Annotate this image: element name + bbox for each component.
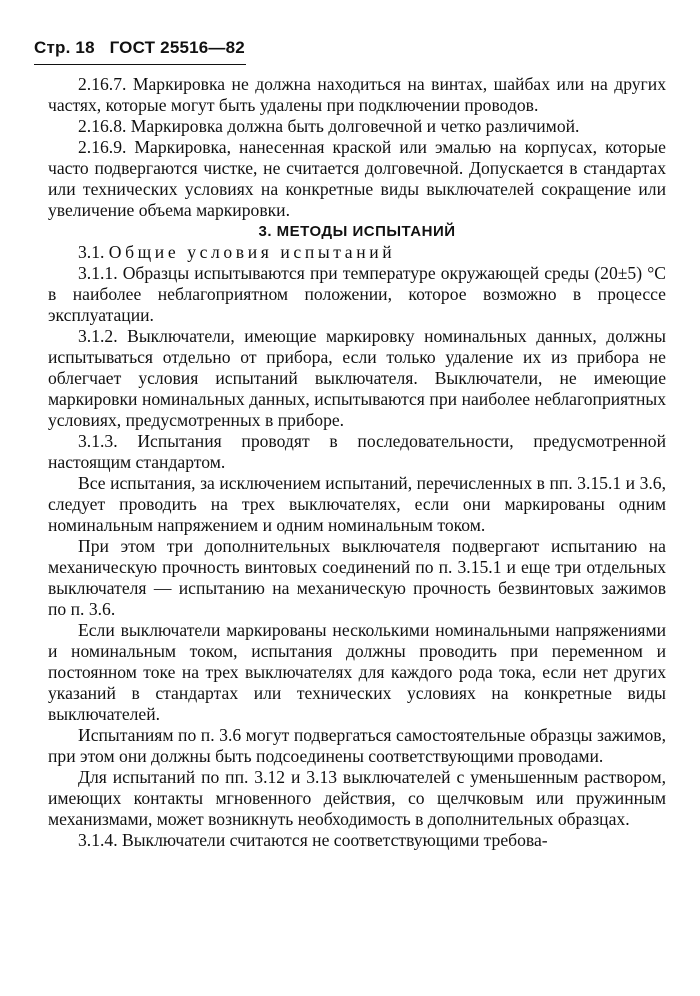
document-body: [48, 74, 666, 851]
paragraph-2-16-8: 2.16.8. Маркировка должна быть долговечной и четко различимой.: [78, 116, 580, 136]
paragraph-additional-samples: Для испытаний по пп. 3.12 и 3.13 выключателей с уменьшенным раствором, имеющих контакты мгновенного действия, со щелчковым или пружинным механизмами, может возникнуть необходимость в дополнительных образцах.: [48, 767, 666, 829]
header-rule: [34, 64, 246, 65]
paragraph-additional-switches: При этом три дополнительных выключателя подвергают испытанию на механическую прочность винтовых соединений по п. 3.15.1 и еще три отдельных выключателя — испытанию на механическую прочность безвинтовых зажимов по п. 3.6.: [48, 536, 666, 619]
paragraph-2-16-9: 2.16.9. Маркировка, нанесенная краской или эмалью на корпусах, которые часто подвергаются чистке, не считается долговечной. Допускается в стандартах или технических условиях на конкретные виды выключателей сокращение или увеличение объема маркировки.: [48, 137, 666, 220]
paragraph-multiple-voltages: Если выключатели маркированы несколькими номинальными напряжениями и номинальным током, испытания должны проводить при переменном и постоянном токе на трех выключателях для каждого рода тока, если нет других указаний в стандартах или технических условиях на конкретные виды выключателей.: [48, 620, 666, 724]
paragraph-3-1-2: 3.1.2. Выключатели, имеющие маркировку номинальных данных, должны испытываться отдельно от прибора, если только удаление их из прибора не облегчает условия испытаний выключателя. Выключатели, не имеющие маркировки номинальных данных, испытываются при наиболее неблагоприятных условиях, предусмотренных в приборе.: [48, 326, 666, 430]
paragraph-3-1-3: 3.1.3. Испытания проводят в последовательности, предусмотренной настоящим стандартом.: [48, 431, 666, 472]
subsection-number: 3.1.: [78, 242, 105, 262]
paragraph-3-1-4: 3.1.4. Выключатели считаются не соответствующими требова-: [78, 830, 548, 850]
standard-code: ГОСТ 25516—82: [109, 38, 245, 57]
paragraph-3-1-1: 3.1.1. Образцы испытываются при температуре окружающей среды (20±5) °С в наиболее неблагоприятном положении, которое возможно в процессе эксплуатации.: [48, 263, 666, 325]
page-header: [34, 38, 245, 58]
paragraph-all-tests: Все испытания, за исключением испытаний, перечисленных в пп. 3.15.1 и 3.6, следует проводить на трех выключателях, если они маркированы одним номинальным напряжением и одним номинальным током.: [48, 473, 666, 535]
subsection-heading: [48, 242, 666, 263]
subsection-title: Общие условия испытаний: [108, 242, 396, 262]
paragraph-clamp-samples: Испытаниям по п. 3.6 могут подвергаться самостоятельные образцы зажимов, при этом они должны быть подсоединены соответствующими проводами.: [48, 725, 666, 766]
paragraph-2-16-7: 2.16.7. Маркировка не должна находиться на винтах, шайбах или на других частях, которые могут быть удалены при подключении проводов.: [48, 74, 666, 115]
section-title: 3. МЕТОДЫ ИСПЫТАНИЙ: [258, 223, 456, 240]
page-number: Стр. 18: [34, 38, 95, 57]
